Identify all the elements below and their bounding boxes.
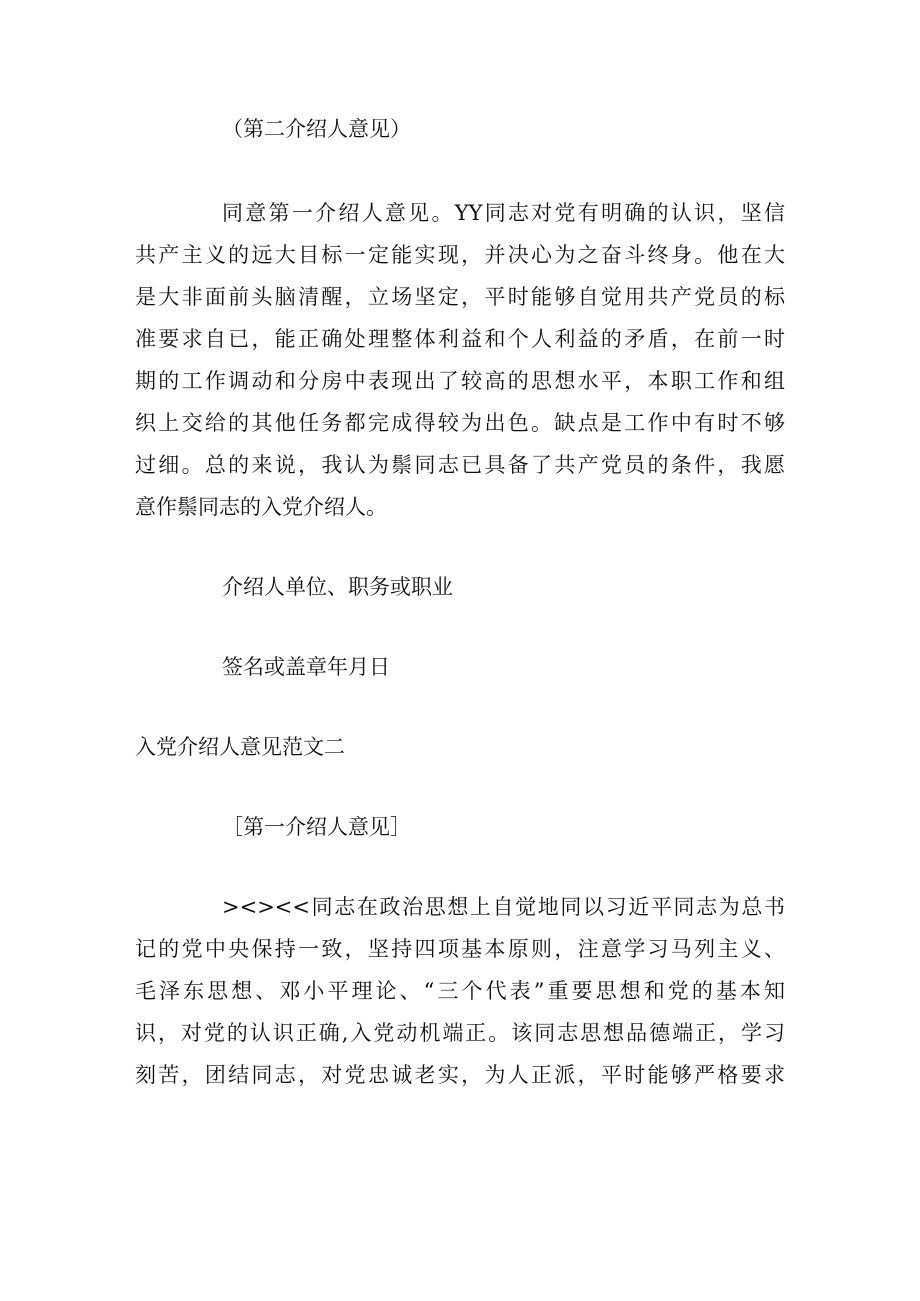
para2-line-2: 记的党中央保持一致，坚持四项基本原则，注意学习马列主义、	[135, 937, 785, 961]
para2-line-5: 刻苦，团结同志，对党忠诚老实，为人正派，平时能够严格要求	[135, 1063, 785, 1087]
introducer-unit-line: 介绍人单位、职务或职业	[222, 575, 453, 599]
para1-line-5: 期的工作调动和分房中表现出了较高的思想水平，本职工作和组	[135, 369, 785, 393]
para1-line-6: 织上交给的其他任务都完成得较为出色。缺点是工作中有时不够	[135, 411, 785, 435]
signature-date-line: 签名或盖章年月日	[222, 655, 390, 679]
para1-line-3: 是大非面前头脑清醒，立场坚定，平时能够自觉用共产党员的标	[135, 285, 785, 309]
para1-line-2: 共产主义的远大目标一定能实现，并决心为之奋斗终身。他在大	[135, 243, 785, 267]
para2-line-3: 毛泽东思想、邓小平理论、“三个代表”重要思想和党的基本知	[135, 979, 785, 1003]
section-title: 入党介绍人意见范文二	[135, 735, 345, 759]
second-introducer-heading: （第二介绍人意见）	[222, 117, 411, 141]
para1-line-8: 意作鬃同志的入党介绍人。	[135, 495, 387, 519]
para1-line-7: 过细。总的来说，我认为鬃同志已具备了共产党员的条件，我愿	[135, 453, 785, 477]
para1-line-1: 同意第一介绍人意见。YY同志对党有明确的认识，坚信	[222, 201, 785, 225]
para2-line-4: 识，对党的认识正确,入党动机端正。该同志思想品德端正，学习	[135, 1021, 785, 1045]
para1-line-4: 准要求自已，能正确处理整体利益和个人利益的矛盾，在前一时	[135, 327, 785, 351]
first-introducer-heading: ［第一介绍人意见］	[222, 815, 411, 839]
para2-line-1: ><><<同志在政治思想上自觉地同以习近平同志为总书	[222, 895, 785, 919]
